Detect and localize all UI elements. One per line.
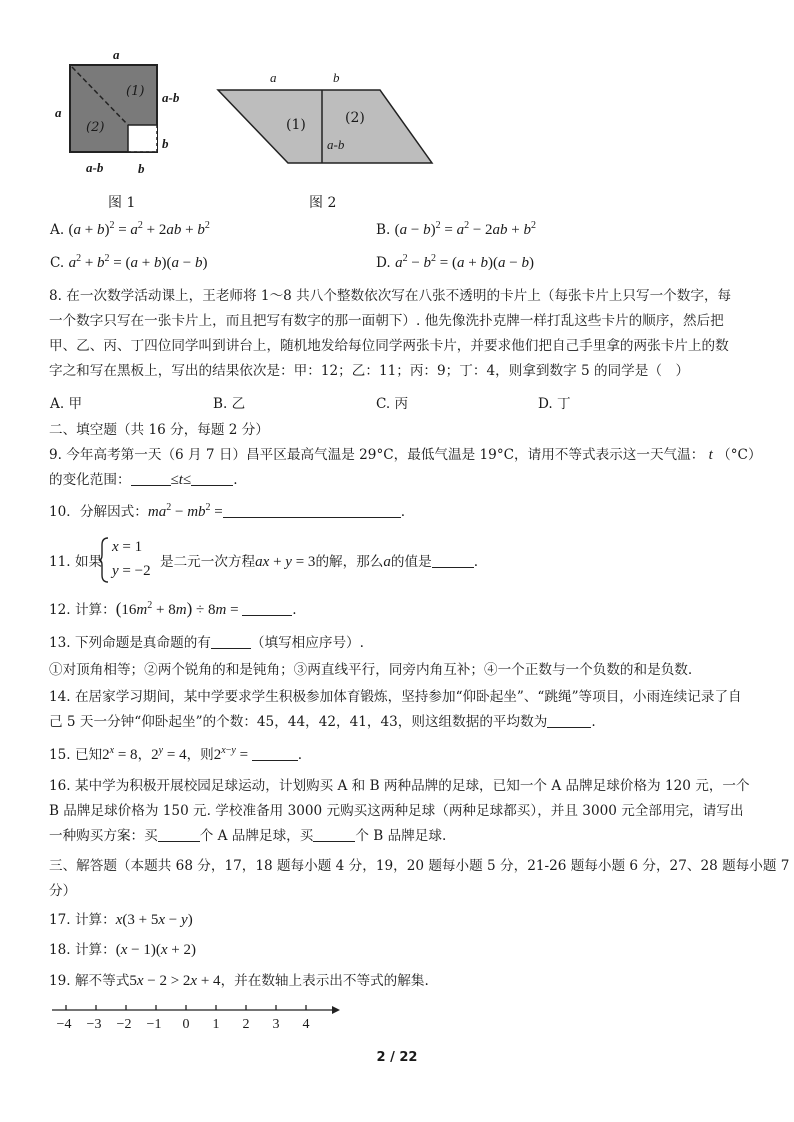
q8-line-4: 字之和写在黑板上，写出的结果依次是：甲：12；乙：11；丙：9；丁：4，则拿到数字 5 的同学是（ ） [49,363,690,379]
number-line-tick-label: −3 [86,1017,102,1032]
q10-blank[interactable] [223,503,401,518]
figure-2-parallelogram-diagram [210,70,440,170]
fig1-caption: 图 1 [108,195,136,211]
q10-line: 10．分解因式：$ma^2 - mb^2$ = . [49,502,406,520]
q7-option-a: A. $(a + b)^2 = a^2 + 2ab + b^2$ [50,220,210,238]
fig1-label-bottom-left: a-b [86,160,104,175]
q12-line: 12. 计算：$(16m^2 + 8m) \div 8m$ = . [49,599,297,618]
number-line-tick-label: 3 [272,1017,280,1032]
figure-1-square-diagram [50,45,200,180]
q14-line-1: 14. 在居家学习期间，某中学要求学生积极参加体育锻炼，坚持参加“仰卧起坐”、“跳绳”等项目，小雨连续记录了自 [49,689,742,705]
q14-blank[interactable] [547,713,591,728]
fig1-label-right: a-b [162,90,180,105]
q11-eq-y: y = −2 [112,563,151,579]
fig2-region-2: (2) [345,110,365,126]
number-line-tick-label: 0 [182,1017,190,1032]
q11-brace [98,537,110,583]
q13-blank[interactable] [211,634,251,649]
fig1-region-2: (2) [86,120,105,135]
fig1-label-small-right: b [162,136,169,151]
q16-blank-a[interactable] [158,827,200,842]
q8-option-b: B. 乙 [213,396,246,412]
parallelogram [218,90,432,163]
q16-line-1: 16. 某中学为积极开展校园足球运动，计划购买 A 和 B 两种品牌的足球，已知一个 A 品牌足球价格为 120 元，一个 [49,778,750,794]
fig2-region-1: (1) [286,117,306,133]
cut-out-square [128,125,157,152]
number-line-tick-label: 2 [242,1017,250,1032]
q17-line: 17. 计算：x(3 + 5x − y) [49,912,193,928]
q8-option-d: D. 丁 [538,396,571,412]
q8-line-3: 甲、乙、丙、丁四位同学叫到讲台上，随机地发给每位同学两张卡片，并要求他们把自己手里拿的两张卡片上的数 [49,338,729,354]
q19-line: 19. 解不等式5x − 2 > 2x + 4，并在数轴上表示出不等式的解集. [49,973,429,989]
section-3-heading-line-2: 分） [49,883,77,899]
q16-line-3: 一种购买方案：买 个 A 品牌足球，买 个 B 品牌足球. [49,828,447,844]
q11-prefix: 11. 如果 [49,554,103,570]
q11-blank[interactable] [432,553,474,568]
q12-blank[interactable] [242,601,292,616]
fig1-label-top: a [113,47,120,62]
page-number: 2 / 22 [376,1050,418,1065]
number-line-tick-label: 4 [302,1017,310,1032]
q7-option-d: D. $a^2 - b^2 = (a + b)(a - b)$ [376,253,534,271]
q13-line-2: ①对顶角相等；②两个锐角的和是钝角；③两直线平行，同旁内角互补；④一个正数与一个负数的和是负数. [49,662,693,678]
fig1-region-1: (1) [126,84,145,99]
q8-line-2: 一个数字只写在一张卡片上，而且把写有数字的那一面朝下）. 他先像洗扑克牌一样打乱这些卡片的顺序，然后把 [49,313,724,329]
q13-line-1: 13. 下列命题是真命题的有 （填写相应序号）. [49,635,364,651]
q16-blank-b[interactable] [313,827,355,842]
q14-line-2: 己 5 天一分钟“仰卧起坐”的个数：45，44，42，41，43，则这组数据的平均数为 . [49,714,596,730]
number-line-tick-label: −1 [146,1017,162,1032]
q7-option-b: B. $(a - b)^2 = a^2 - 2ab + b^2$ [376,220,537,238]
fig1-label-left: a [55,105,62,120]
q11-eq-x: x = 1 [112,539,143,555]
q8-option-a: A. 甲 [50,396,83,412]
fig1-label-bottom-right: b [138,161,145,176]
fig2-label-height: a-b [327,137,345,152]
q8-option-c: C. 丙 [376,396,409,412]
q9-line-2: 的变化范围： ≤t≤ . [49,472,238,488]
number-line-tick-label: 1 [212,1017,220,1032]
section-2-heading: 二、填空题（共 16 分，每题 2 分） [49,422,269,438]
fig2-label-b: b [333,70,340,85]
q15-blank[interactable] [252,746,298,761]
number-line-arrow [332,1006,340,1014]
q9-line-1: 9. 今年高考第一天（6 月 7 日）昌平区最高气温是 29°C，最低气温是 19°C，请用不等式表示这一天气温： t （°C） [49,447,762,463]
q9-blank-low[interactable] [131,471,171,486]
q18-line: 18. 计算：(x − 1)(x + 2) [49,942,196,958]
fig2-caption: 图 2 [309,195,337,211]
section-3-heading-line-1: 三、解答题（本题共 68 分，17，18 题每小题 4 分，19，20 题每小题 5 分，21-26 题每小题 6 分，27、28 题每小题 7 [49,858,790,874]
q9-blank-high[interactable] [191,471,233,486]
q11-rest: 是二元一次方程ax + y = 3的解，那么a的值是 . [160,554,479,570]
fig2-label-a: a [270,70,277,85]
q16-line-2: B 品牌足球价格为 150 元. 学校准备用 3000 元购买这两种足球（两种足球都买），并且 3000 元全部用完，请写出 [49,803,744,819]
number-line-tick-label: −4 [56,1017,72,1032]
q15-line: 15. 已知$2^x = 8$，$2^y = 4$，则$2^{x-y}$ = . [49,745,303,763]
q7-option-c: C. $a^2 + b^2 = (a + b)(a - b)$ [50,253,208,271]
number-line-tick-label: −2 [116,1017,132,1032]
q8-line-1: 8. 在一次数学活动课上，王老师将 1～8 共八个整数依次写在八张不透明的卡片上（每张卡片上只写一个数字，每 [49,288,732,304]
